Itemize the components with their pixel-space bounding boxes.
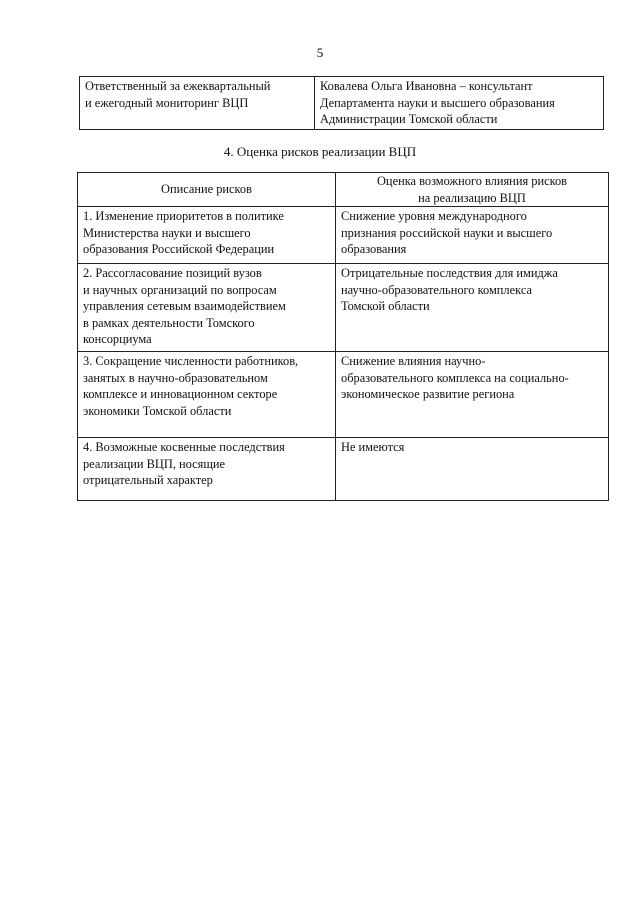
text-line: образования Российской Федерации <box>83 242 275 256</box>
text-line: 3. Сокращение численности работников, <box>83 354 299 368</box>
text-line: признания российской науки и высшего <box>341 225 553 240</box>
text-line: занятых в научно-образовательном <box>83 370 268 385</box>
text-line: и научных организаций по вопросам <box>83 282 277 297</box>
risk-description <box>78 264 336 352</box>
responsible-table <box>79 76 604 130</box>
text-line: Снижение влияния научно- <box>341 354 486 368</box>
responsible-value <box>315 77 604 130</box>
table-row <box>78 352 609 438</box>
column-header-description: Описание рисков <box>78 173 336 207</box>
text-line: управления сетевым взаимодействием <box>83 299 286 313</box>
text-line: образования <box>341 242 407 256</box>
text-line: образовательного комплекса на социально- <box>341 370 569 385</box>
text-line: Администрации Томской области <box>320 112 498 126</box>
text-line: на реализацию ВЦП <box>418 190 526 205</box>
text-line: Снижение уровня международного <box>341 209 527 223</box>
risk-description <box>78 352 336 438</box>
text-line: Оценка возможного влияния рисков <box>376 174 568 188</box>
risk-table <box>77 172 609 501</box>
text-line: экономическое развитие региона <box>341 387 515 401</box>
risk-description <box>78 207 336 264</box>
table-row <box>78 438 609 501</box>
text-line: реализации ВЦП, носящие <box>83 456 226 471</box>
text-line: Ковалева Ольга Ивановна – консультант <box>320 79 533 93</box>
text-line: комплексе и инновационном секторе <box>83 387 278 401</box>
text-line: 2. Рассогласование позиций вузов <box>83 266 262 280</box>
text-line: Томской области <box>341 299 430 313</box>
column-header-impact <box>336 173 609 207</box>
table-row <box>78 264 609 352</box>
text-line: и ежегодный мониторинг ВЦП <box>85 95 249 110</box>
risk-impact <box>336 438 609 501</box>
table-header-row <box>78 173 609 207</box>
text-line: 1. Изменение приоритетов в политике <box>83 209 284 223</box>
risk-impact <box>336 264 609 352</box>
text-line: отрицательный характер <box>83 473 213 487</box>
text-line: научно-образовательного комплекса <box>341 282 532 297</box>
table-row <box>78 207 609 264</box>
risk-impact <box>336 352 609 438</box>
text-line: в рамках деятельности Томского <box>83 315 255 330</box>
text-line: Министерства науки и высшего <box>83 225 251 240</box>
text-line: консорциума <box>83 332 152 346</box>
text-line: Не имеются <box>341 440 405 454</box>
section-title: 4. Оценка рисков реализации ВЦП <box>223 144 417 159</box>
text-line: Отрицательные последствия для имиджа <box>341 266 558 280</box>
risk-impact <box>336 207 609 264</box>
text-line: Ответственный за ежеквартальный <box>85 79 271 93</box>
table-row <box>80 77 604 130</box>
text-line: 4. Возможные косвенные последствия <box>83 440 285 454</box>
risk-description <box>78 438 336 501</box>
responsible-label <box>80 77 315 130</box>
text-line: экономики Томской области <box>83 403 232 418</box>
text-line: Департамента науки и высшего образования <box>320 95 555 110</box>
page-number: 5 <box>316 45 324 60</box>
